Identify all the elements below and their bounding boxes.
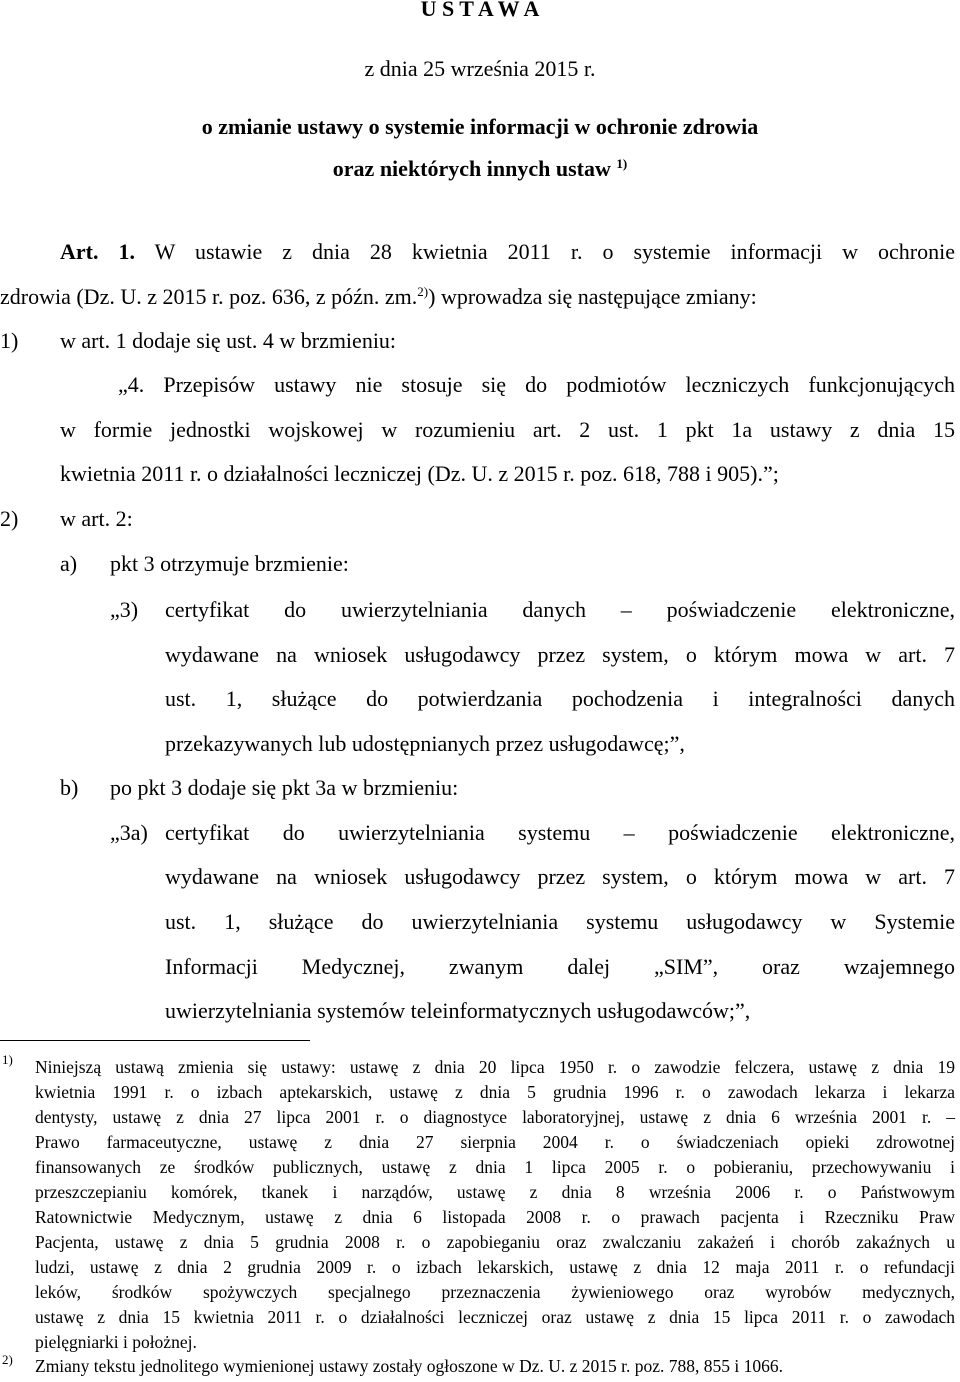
point2a-quote-line1: certyfikat do uwierzytelniania danych – poświadczenie elektroniczne,	[165, 597, 955, 622]
document-subject-line1: o zmianie ustawy o systemie informacji w ochronie zdrowia	[201, 114, 759, 139]
point2-number: 2)	[0, 506, 19, 531]
footnote1-line: ustawę z dnia 15 kwietnia 2011 r. o działalności leczniczej oraz ustawę z dnia 15 lipca 2011 r. o zawodach	[35, 1307, 955, 1327]
footnote1-mark: 1)	[2, 1052, 13, 1067]
point1-quote-line2: w formie jednostki wojskowej w rozumieniu art. 2 ust. 1 pkt 1a ustawy z dnia 15	[60, 417, 955, 442]
point2b-quote-line4: Informacji Medycznej, zwanym dalej „SIM”, oraz wzajemnego	[165, 954, 955, 979]
point2a-text: pkt 3 otrzymuje brzmienie:	[110, 551, 349, 576]
point2b-letter: b)	[60, 775, 79, 800]
point2b-quote-line2: wydawane na wniosek usługodawcy przez system, o którym mowa w art. 7	[165, 864, 955, 889]
point2a-quote-number: „3)	[110, 597, 139, 622]
footnote1-line: leków, środków spożywczych specjalnego przeznaczenia żywieniowego oraz wyrobów medycznych,	[35, 1282, 955, 1302]
art1-intro-line1: Art. 1. W ustawie z dnia 28 kwietnia 2011 r. o systemie informacji w ochronie	[60, 239, 955, 264]
footnote1-line: ludzi, ustawę z dnia 2 grudnia 2009 r. o izbach lekarskich, ustawę z dnia 12 maja 2011 r. o refundacji	[35, 1257, 955, 1277]
point2b-quote-line3: ust. 1, służące do uwierzytelniania systemu usługodawcy w Systemie	[165, 909, 955, 934]
point2a-quote-line3: ust. 1, służące do potwierdzania pochodzenia i integralności danych	[165, 686, 955, 711]
footnote2-mark: 2)	[2, 1352, 13, 1367]
footnote1-line: dentysty, ustawę z dnia 27 lipca 2001 r. o diagnostyce laboratoryjnej, ustawę z dnia 6 września 2001 r. –	[35, 1107, 955, 1127]
footnote-ref-1: 1)	[616, 156, 628, 171]
point1-quote-line1: „4. Przepisów ustawy nie stosuje się do podmiotów leczniczych funkcjonujących	[118, 372, 955, 397]
footnote1-line: Prawo farmaceutyczne, ustawę z dnia 27 sierpnia 2004 r. o świadczeniach opieki zdrowotnej	[35, 1132, 955, 1152]
point2a-quote-line4: przekazywanych lub udostępnianych przez usługodawcę;”,	[165, 731, 685, 756]
footnote1-line: pielęgniarki i położnej.	[35, 1332, 197, 1352]
point1-text: w art. 1 dodaje się ust. 4 w brzmieniu:	[60, 328, 397, 353]
point2a-letter: a)	[60, 551, 78, 576]
point2b-quote-line5: uwierzytelniania systemów teleinformatycznych usługodawców;”,	[165, 998, 751, 1023]
point1-quote-line3: kwietnia 2011 r. o działalności leczniczej (Dz. U. z 2015 r. poz. 618, 788 i 905).”;	[60, 461, 779, 486]
document-subject-line2: oraz niektórych innych ustaw $^{1)}$	[332, 156, 628, 181]
point2a-quote-line2: wydawane na wniosek usługodawcy przez system, o którym mowa w art. 7	[165, 642, 955, 667]
document-title: U S T A W A	[420, 0, 540, 21]
footnote-ref-2: 2)	[417, 284, 429, 299]
footnote1-line: przeszczepianiu komórek, tkanek i narządów, ustawę z dnia 8 września 2006 r. o Państwowym	[35, 1182, 955, 1202]
point2b-text: po pkt 3 dodaje się pkt 3a w brzmieniu:	[110, 775, 459, 800]
footnote1-line: kwietnia 1991 r. o izbach aptekarskich, ustawę z dnia 5 grudnia 1996 r. o zawodach lekarza i lekarza	[35, 1082, 955, 1102]
article-label: Art. 1.	[60, 239, 135, 264]
footnote1-line: Niniejszą ustawą zmienia się ustawy: ustawę z dnia 20 lipca 1950 r. o zawodzie felczera, ustawę z dnia 19	[35, 1057, 955, 1077]
footnote1-line: Pacjenta, ustawę z dnia 5 grudnia 2008 r. o zapobieganiu oraz zwalczaniu zakażeń i chorób zakaźnych u	[35, 1232, 955, 1252]
footnote1-line: finansowanych ze środków publicznych, ustawę z dnia 1 lipca 2005 r. o pobieraniu, przechowywaniu i	[35, 1157, 955, 1177]
footnote2-line: Zmiany tekstu jednolitego wymienionej ustawy zostały ogłoszone w Dz. U. z 2015 r. poz. 788, 855 i 1066.	[35, 1356, 784, 1376]
footnote-separator	[0, 1040, 310, 1041]
point2b-quote-line1: certyfikat do uwierzytelniania systemu – poświadczenie elektroniczne,	[165, 820, 955, 845]
art1-intro-line2: zdrowia (Dz. U. z 2015 r. poz. 636, z późn. zm.$^{2)}$) wprowadza się następujące zmiany:	[0, 284, 757, 309]
point2b-quote-number: „3a)	[110, 820, 148, 845]
point2-text: w art. 2:	[60, 506, 133, 531]
point1-number: 1)	[0, 328, 19, 353]
footnote1-line: Ratownictwie Medycznym, ustawę z dnia 6 listopada 2008 r. o prawach pacjenta i Rzeczniku Praw	[35, 1207, 955, 1227]
document-date: z dnia 25 września 2015 r.	[364, 56, 596, 81]
